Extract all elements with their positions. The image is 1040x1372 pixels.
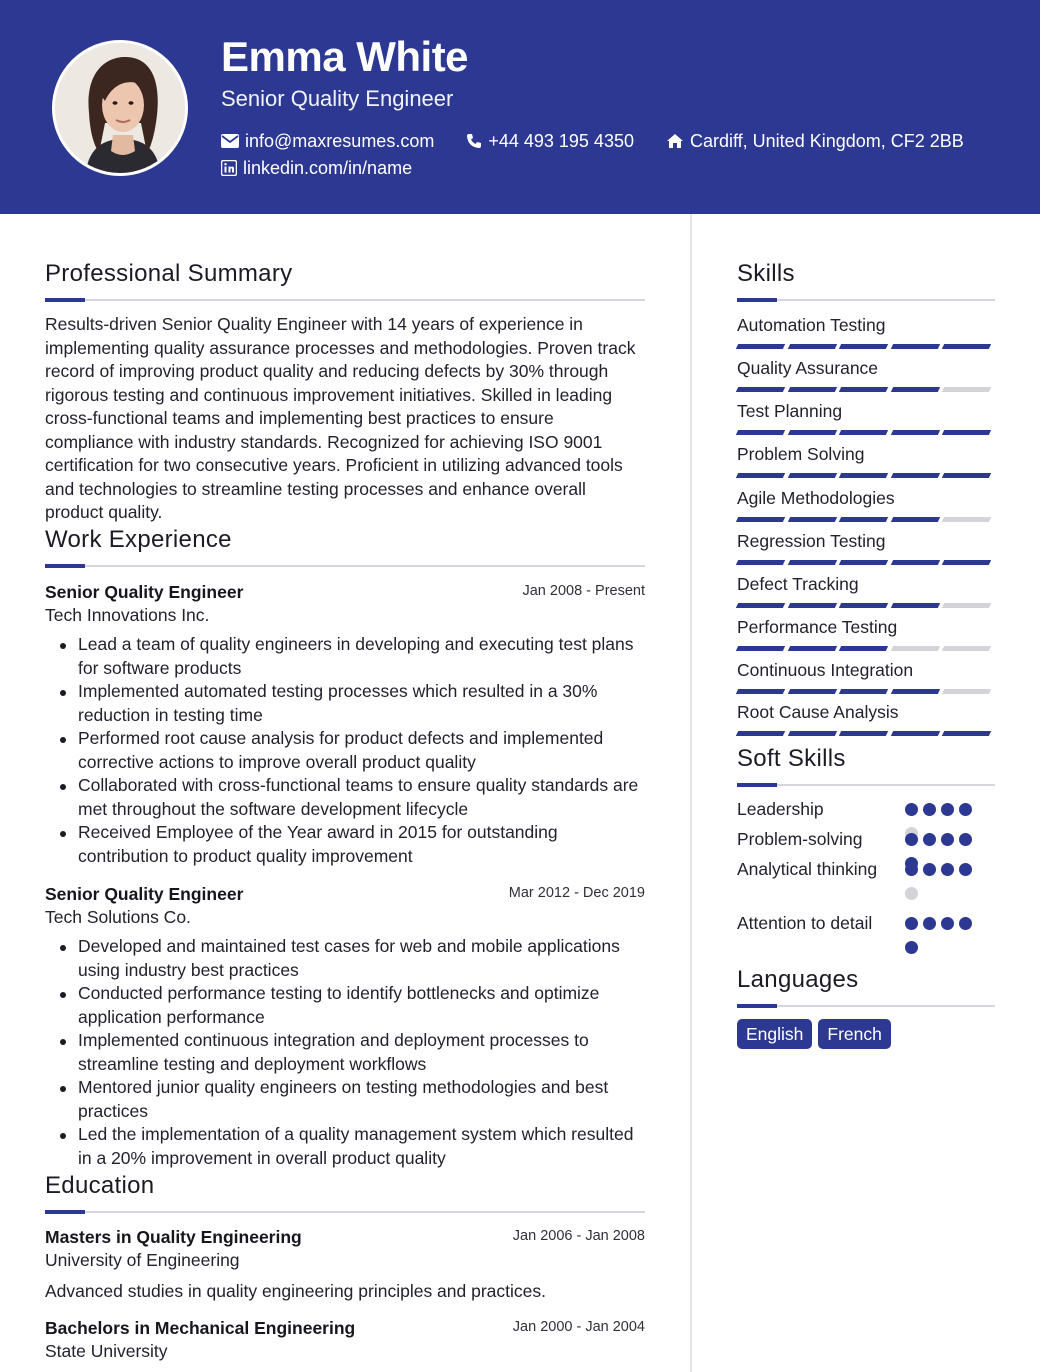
job-bullet: Mentored junior quality engineers on testing methodologies and best practices <box>45 1076 645 1123</box>
skills-heading: Skills <box>737 260 795 287</box>
languages-section-heading <box>737 966 995 1007</box>
soft-skill-level-dot <box>905 863 918 876</box>
skill-level-bar <box>839 731 888 736</box>
education-dates: Jan 2000 - Jan 2004 <box>512 1319 645 1335</box>
skill-level-bar <box>736 344 785 349</box>
job-dates: Mar 2012 - Dec 2019 <box>508 885 645 901</box>
soft-skill-level-dot <box>905 917 918 930</box>
candidate-name: Emma White <box>221 33 469 80</box>
soft-skill-level-dot <box>923 863 936 876</box>
skill-name: Quality Assurance <box>737 358 879 378</box>
skill-item <box>737 357 995 392</box>
skill-level-bar <box>787 344 836 349</box>
soft-skill-name: Leadership <box>737 799 824 819</box>
job-title: Senior Quality Engineer <box>45 582 244 602</box>
skill-name: Continuous Integration <box>737 660 914 680</box>
soft-skill-level-dot <box>959 917 972 930</box>
skill-name: Test Planning <box>737 401 843 421</box>
skill-level-bar <box>839 517 888 522</box>
contact-location <box>666 130 964 152</box>
section-rule <box>45 565 645 567</box>
candidate-title: Senior Quality Engineer <box>221 86 454 111</box>
language-tag: English <box>737 1019 812 1049</box>
skill-level-bar <box>942 517 991 522</box>
skill-name: Problem Solving <box>737 444 865 464</box>
soft-skill-level-dot <box>905 941 918 954</box>
envelope-icon <box>221 134 239 148</box>
skill-level-bar <box>891 517 940 522</box>
soft-skill-level-dot <box>959 863 972 876</box>
job-bullet: Received Employee of the Year award in 2015 for outstanding contribution to product quality improvement <box>45 821 645 868</box>
soft-skill-level-dot <box>923 917 936 930</box>
degree-title: Masters in Quality Engineering <box>45 1227 302 1247</box>
skill-level-bars <box>737 646 995 651</box>
job-bullets <box>45 633 645 868</box>
skill-level-bar <box>839 473 888 478</box>
skill-level-bar <box>736 646 785 651</box>
skill-level-bar <box>736 560 785 565</box>
job-bullet: Conducted performance testing to identify bottlenecks and optimize application performance <box>45 982 645 1029</box>
soft-skill-level-dot <box>959 833 972 846</box>
skill-level-bar <box>839 646 888 651</box>
skill-item <box>737 487 995 522</box>
soft-skill-level-dot <box>941 917 954 930</box>
soft-skill-level-dot <box>905 887 918 900</box>
soft-skill-level-dots <box>905 863 985 911</box>
skill-level-bar <box>942 387 991 392</box>
soft-skill-level-dot <box>941 863 954 876</box>
phone-icon <box>466 133 482 149</box>
skill-item <box>737 314 995 349</box>
skill-level-bar <box>787 430 836 435</box>
skill-level-bar <box>891 603 940 608</box>
column-divider <box>690 214 692 1372</box>
education-entry-2 <box>45 1317 645 1363</box>
skill-level-bar <box>736 603 785 608</box>
job-bullet: Collaborated with cross-functional teams to ensure quality standards are met throughout the software development lifecycle <box>45 774 645 821</box>
linkedin-icon <box>221 160 237 176</box>
soft-skill-item <box>737 797 995 821</box>
skill-level-bar <box>787 387 836 392</box>
skill-level-bar <box>891 560 940 565</box>
skill-level-bar <box>839 430 888 435</box>
section-rule <box>737 784 995 786</box>
job-company: Tech Solutions Co. <box>45 907 191 927</box>
skill-item <box>737 573 995 608</box>
skill-level-bar <box>787 731 836 736</box>
skill-level-bars <box>737 473 995 478</box>
skill-level-bar <box>787 560 836 565</box>
skill-level-bars <box>737 430 995 435</box>
soft-skill-level-dot <box>905 803 918 816</box>
job-bullet: Developed and maintained test cases for web and mobile applications using industry best practices <box>45 935 645 982</box>
skill-level-bar <box>839 689 888 694</box>
section-rule <box>737 1005 995 1007</box>
soft-skill-item <box>737 857 995 881</box>
skill-level-bar <box>787 517 836 522</box>
skill-level-bars <box>737 731 995 736</box>
skill-level-bar <box>942 430 991 435</box>
skill-level-bar <box>891 430 940 435</box>
soft-skill-item <box>737 911 995 935</box>
job-bullet: Performed root cause analysis for product defects and implemented corrective actions to improve overall product quality <box>45 727 645 774</box>
skills-section-heading <box>737 260 995 301</box>
soft-skill-level-dot <box>923 803 936 816</box>
soft-skill-level-dot <box>941 803 954 816</box>
soft-skill-level-dot <box>941 833 954 846</box>
skill-level-bar <box>942 689 991 694</box>
job-bullet: Lead a team of quality engineers in developing and executing test plans for software products <box>45 633 645 680</box>
summary-heading: Professional Summary <box>45 260 293 287</box>
section-rule <box>737 299 995 301</box>
skill-level-bar <box>891 387 940 392</box>
languages-heading: Languages <box>737 966 859 993</box>
experience-section-heading <box>45 526 645 567</box>
school-name: University of Engineering <box>45 1250 240 1270</box>
education-description: Advanced studies in quality engineering principles and practices. <box>45 1281 546 1301</box>
skill-level-bar <box>787 689 836 694</box>
skill-item <box>737 616 995 651</box>
skill-level-bar <box>942 731 991 736</box>
skill-level-bar <box>839 344 888 349</box>
skill-level-bar <box>942 560 991 565</box>
location-text: Cardiff, United Kingdom, CF2 2BB <box>689 131 964 151</box>
resume-header <box>0 0 1040 214</box>
language-tag: French <box>818 1019 890 1049</box>
skill-level-bar <box>736 689 785 694</box>
skill-level-bar <box>736 517 785 522</box>
skill-name: Agile Methodologies <box>737 488 895 508</box>
skill-level-bar <box>736 430 785 435</box>
skill-level-bars <box>737 344 995 349</box>
soft-skill-level-dot <box>923 833 936 846</box>
skill-level-bar <box>942 344 991 349</box>
contact-row-2 <box>221 157 444 179</box>
skill-level-bars <box>737 387 995 392</box>
skill-level-bar <box>891 473 940 478</box>
skill-level-bar <box>942 473 991 478</box>
skill-item <box>737 443 995 478</box>
job-dates: Jan 2008 - Present <box>522 583 645 599</box>
job-bullets <box>45 935 645 1170</box>
skill-name: Regression Testing <box>737 531 886 551</box>
soft-skill-name: Analytical thinking <box>737 859 878 879</box>
home-icon <box>666 133 684 149</box>
skill-level-bar <box>839 603 888 608</box>
skill-level-bar <box>736 731 785 736</box>
skill-item <box>737 701 995 736</box>
soft-skills-heading: Soft Skills <box>737 745 846 772</box>
skill-level-bar <box>891 646 940 651</box>
skill-level-bar <box>839 560 888 565</box>
soft-skills-section-heading <box>737 745 995 786</box>
profile-photo <box>52 40 188 176</box>
skill-level-bar <box>942 603 991 608</box>
summary-section-heading <box>45 260 645 301</box>
phone-text: +44 493 195 4350 <box>488 131 634 151</box>
contact-email[interactable] <box>221 130 434 152</box>
education-dates: Jan 2006 - Jan 2008 <box>512 1228 645 1244</box>
skill-level-bars <box>737 517 995 522</box>
education-entry-1 <box>45 1226 645 1303</box>
email-text: info@maxresumes.com <box>245 131 435 151</box>
skill-level-bar <box>942 646 991 651</box>
skill-name: Performance Testing <box>737 617 898 637</box>
degree-title: Bachelors in Mechanical Engineering <box>45 1318 356 1338</box>
section-rule <box>45 299 645 301</box>
skill-level-bar <box>787 603 836 608</box>
soft-skill-level-dots <box>905 917 985 965</box>
contact-phone[interactable] <box>466 130 634 152</box>
experience-heading: Work Experience <box>45 526 232 553</box>
skill-item <box>737 530 995 565</box>
skill-level-bar <box>839 387 888 392</box>
skill-level-bar <box>891 731 940 736</box>
summary-text: Results-driven Senior Quality Engineer with 14 years of experience in implementing quality assurance processes and methodologies. Proven track record of improving product quality and reducing defects by 30% through rigorous testing and continuous improvement initiatives. Skilled in leading cross-functional teams and implementing best practices to ensure compliance with industry standards. Recognized for achieving ISO 9001 certification for two consecutive years. Proficient in utilizing advanced tools and technologies to streamline testing processes and enhance overall product quality. <box>45 314 636 522</box>
education-section-heading <box>45 1172 645 1213</box>
soft-skill-level-dot <box>959 803 972 816</box>
school-name: State University <box>45 1341 168 1361</box>
job-company: Tech Innovations Inc. <box>45 605 210 625</box>
skill-level-bar <box>736 473 785 478</box>
job-entry-1 <box>45 581 645 868</box>
job-entry-2 <box>45 883 645 1170</box>
skill-level-bars <box>737 603 995 608</box>
job-bullet: Implemented continuous integration and deployment processes to streamline testing and deployment workflows <box>45 1029 645 1076</box>
contact-linkedin[interactable] <box>221 157 412 179</box>
skill-name: Root Cause Analysis <box>737 702 899 722</box>
skill-item <box>737 659 995 694</box>
job-bullet: Implemented automated testing processes which resulted in a 30% reduction in testing time <box>45 680 645 727</box>
skill-level-bar <box>891 689 940 694</box>
skill-item <box>737 400 995 435</box>
skill-level-bar <box>736 387 785 392</box>
soft-skill-name: Problem-solving <box>737 829 863 849</box>
languages-list <box>737 1019 897 1049</box>
skill-level-bar <box>891 344 940 349</box>
soft-skill-level-dot <box>905 833 918 846</box>
contact-row-1 <box>221 130 996 152</box>
soft-skill-name: Attention to detail <box>737 913 873 933</box>
skill-level-bars <box>737 689 995 694</box>
education-heading: Education <box>45 1172 155 1199</box>
skill-name: Defect Tracking <box>737 574 859 594</box>
skill-level-bar <box>787 646 836 651</box>
job-title: Senior Quality Engineer <box>45 884 244 904</box>
skill-level-bars <box>737 560 995 565</box>
section-rule <box>45 1211 645 1213</box>
soft-skill-item <box>737 827 995 851</box>
skill-level-bar <box>787 473 836 478</box>
skill-name: Automation Testing <box>737 315 886 335</box>
linkedin-text: linkedin.com/in/name <box>243 158 413 178</box>
job-bullet: Led the implementation of a quality management system which resulted in a 20% improvement in overall product quality <box>45 1123 645 1170</box>
